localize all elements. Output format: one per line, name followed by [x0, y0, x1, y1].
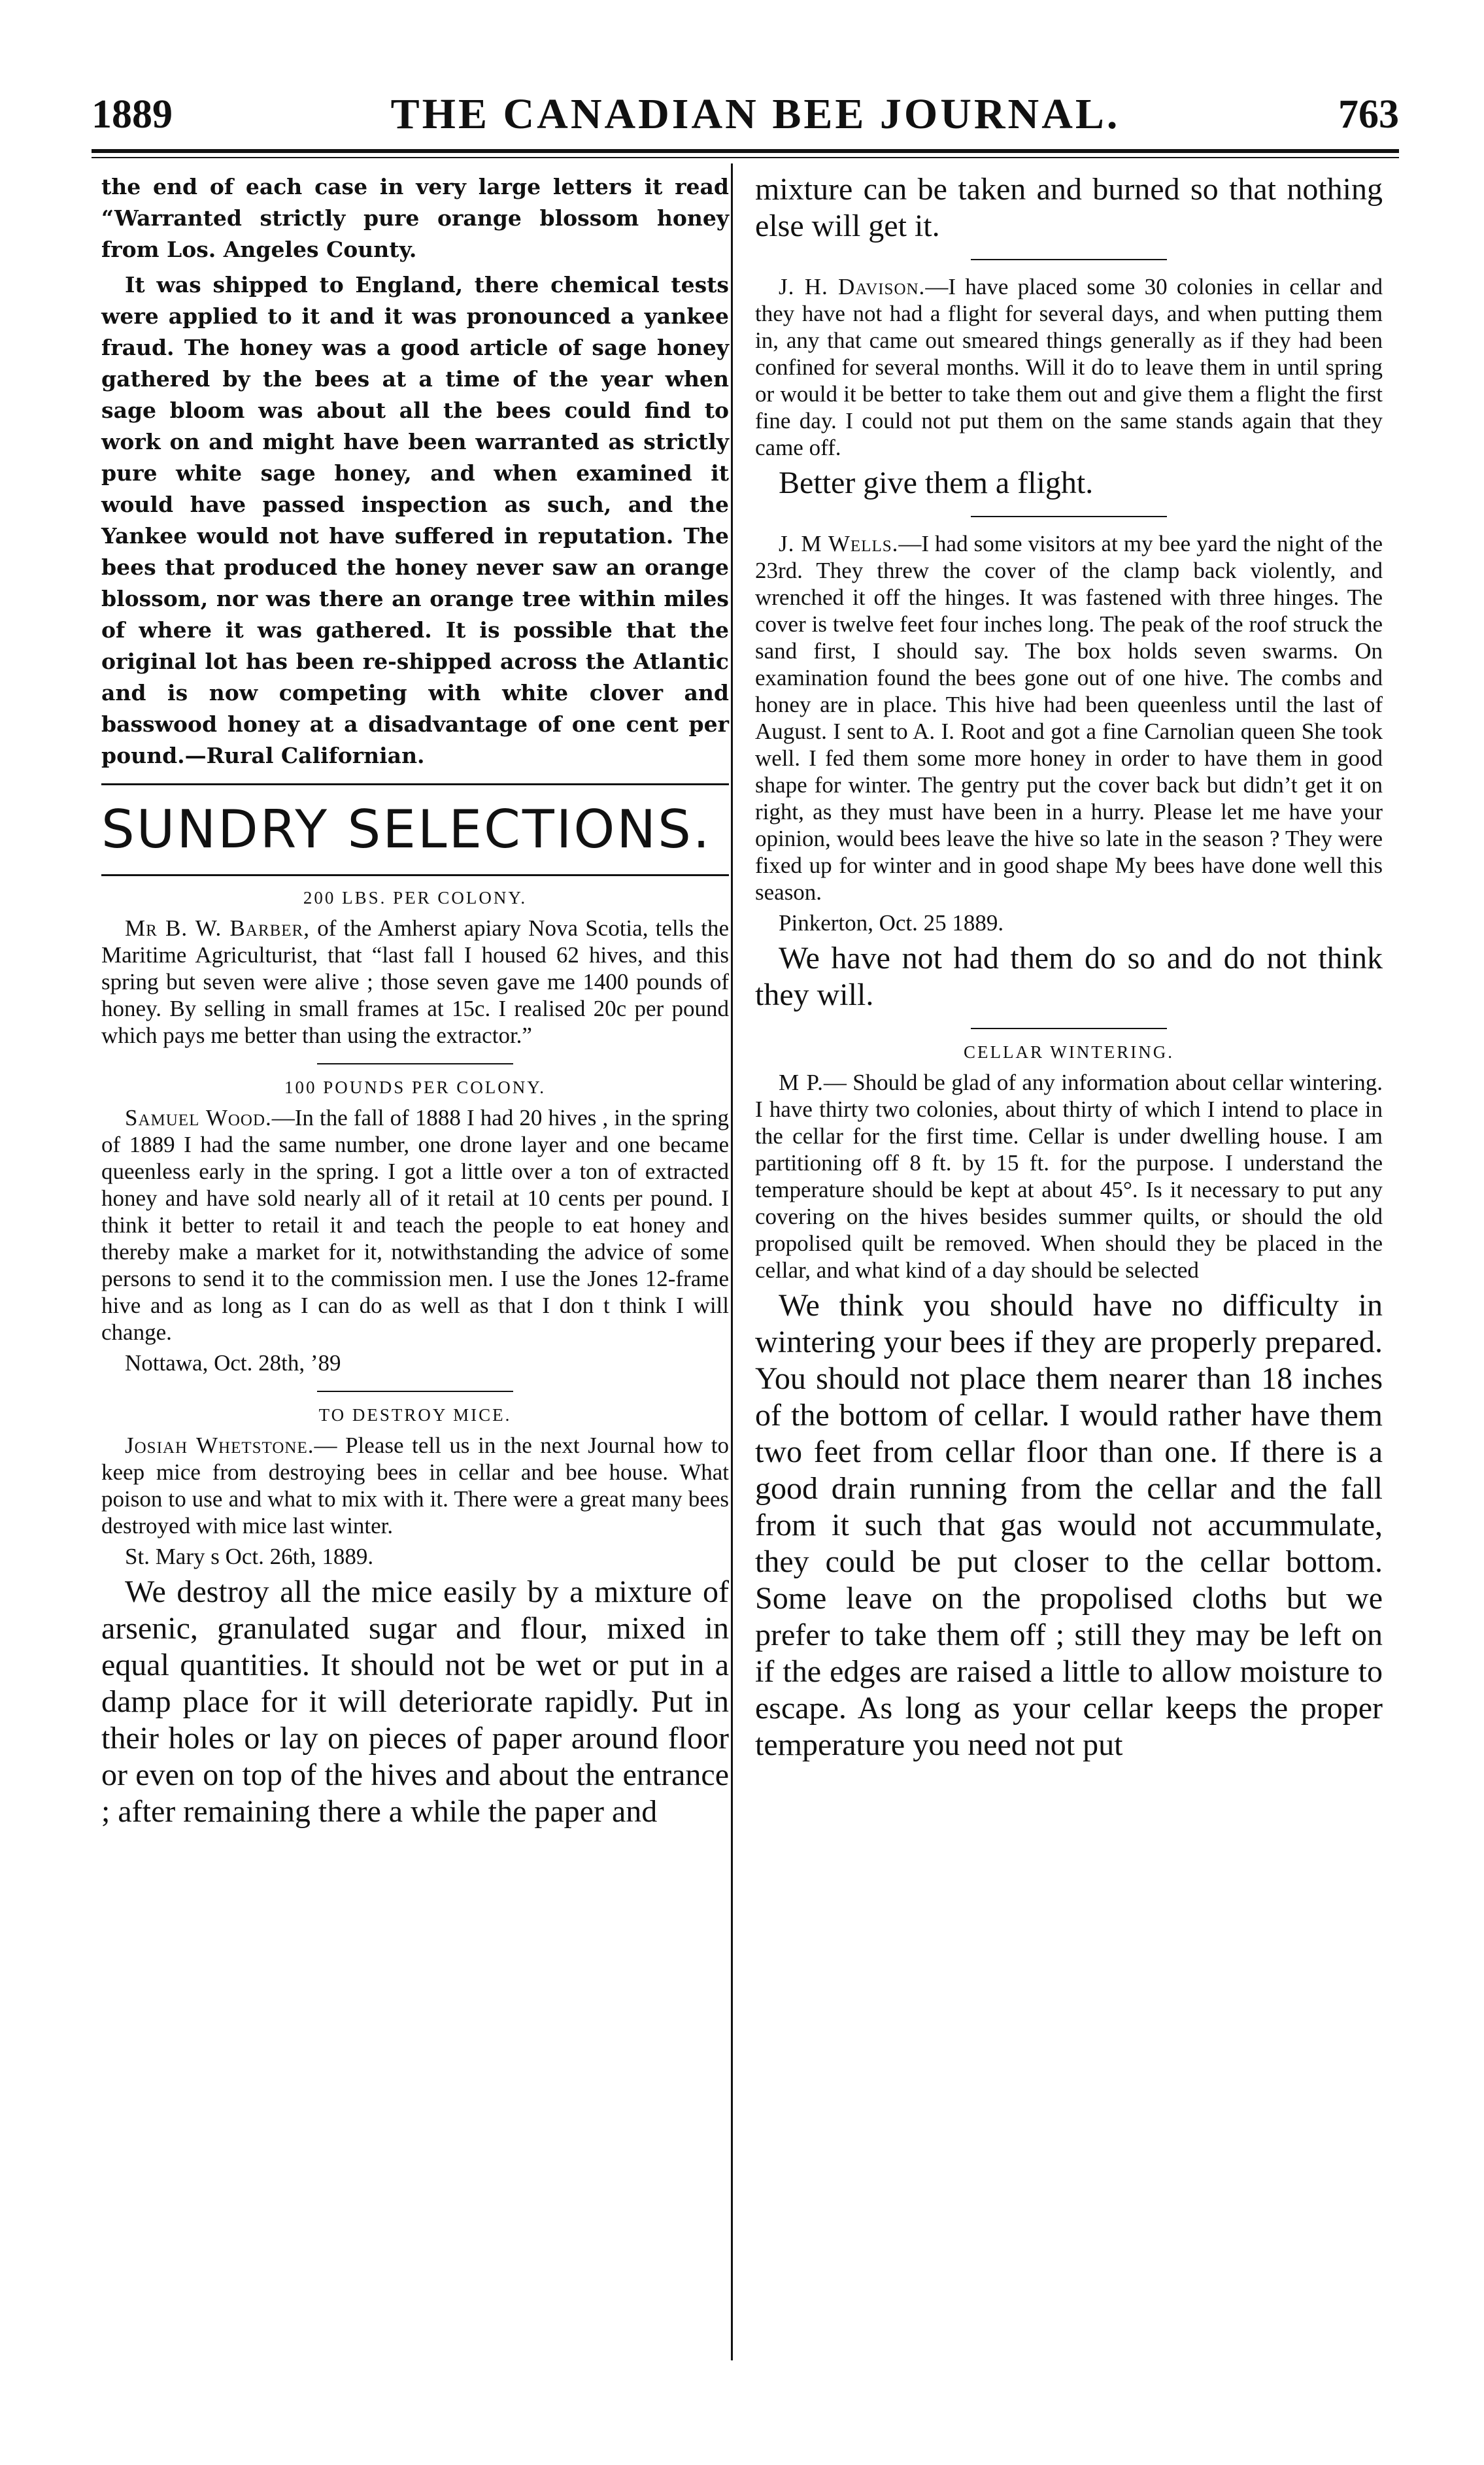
- selection-heading: CELLAR WINTERING.: [964, 1042, 1174, 1062]
- selection-heading: 200 LBS. PER COLONY.: [303, 888, 528, 908]
- author-name: Mr B. W. Barber,: [125, 915, 310, 941]
- letter-davison: [755, 273, 1383, 461]
- right-column: [755, 171, 1383, 1769]
- selection-heading: TO DESTROY MICE.: [318, 1405, 512, 1425]
- column-divider: [731, 163, 733, 2360]
- letter-text: — Should be glad of any information about cellar wintering. I have thirty two colonies, about thirty of which I intend to place in the cellar for the first time. Cellar is under dwelling house. I am partitioning off 8 ft. by 15 ft. for the purpose. I understand the temperature should be kept at about 45°. Is it necessary to put any covering on the hives besides summer quilts, or should the old propolised quilt be removed. When should they be placed in the cellar, and what kind of a day should be selected: [755, 1070, 1383, 1283]
- editor-reply: We destroy all the mice easily by a mixture of arsenic, granulated sugar and flour, mixed in equal quantities. It should not be wet or put in a damp place for it will deteriorate rapidly. Put in their holes or lay on pieces of paper around floor or even on top of the hives and about the entrance ; after remaining there a while the paper and: [101, 1574, 729, 1829]
- letter-text: —I have placed some 30 colonies in cellar and they have not had a flight for several days, and when putting them in, any that came out smeared things generally as if they had been confined for several months. Will it do to leave them in until spring or would it be better to take them out and give them a flight the first fine day. I could not put them on the same stands again that they came off.: [755, 274, 1383, 460]
- page-number: 763: [1338, 92, 1399, 137]
- author-name: Josiah Whetstone.: [125, 1433, 314, 1458]
- header-year: 1889: [92, 92, 173, 137]
- selection-whetstone: [101, 1432, 729, 1539]
- editor-reply: Better give them a flight.: [779, 466, 1094, 500]
- author-name: J. M Wells.: [779, 531, 899, 556]
- header-rule-thin: [92, 157, 1399, 158]
- intro-paragraph-2: It was shipped to England, there chemical tests were applied to it and it was pronounced a yankee fraud. The honey was a good article of sage honey gathered by the bees at a time of the year when sage bloom was about all the bees could find to work on and might have been warranted as strictly pure white sage honey, and when examined it would have passed inspection as such, and the Yankee would not have suffered in reputation. The bees that produced the honey never saw an orange blossom, nor was there an orange tree within miles of where it was gathered. It is possible that the original lot has been re-shipped across the Atlantic and is now competing with white clover and basswood honey at a disadvantage of one cent per pound.—Rural Californian.: [101, 272, 729, 768]
- signature-line: Pinkerton, Oct. 25 1889.: [779, 910, 1004, 936]
- editor-reply-continued: mixture can be taken and burned so that nothing else will get it.: [755, 172, 1383, 243]
- letter-wells: [755, 530, 1383, 906]
- divider-rule: [317, 1063, 513, 1064]
- author-name: M P.: [779, 1070, 824, 1095]
- selection-text: of the Amherst apiary Nova Scotia, tells the Maritime Agriculturist, that “last fall I housed 62 hives, and this spring but seven were alive ; those seven gave me 1400 pounds of honey. By selling in small frames at 15c. I realised 20c per pound which pays me better than using the extractor.”: [101, 915, 730, 1048]
- page-header: [92, 85, 1399, 144]
- selection-barber: [101, 915, 729, 1049]
- divider-rule: [971, 259, 1167, 260]
- author-name: J. H. Davison.: [779, 274, 926, 299]
- signature-line: St. Mary s Oct. 26th, 1889.: [125, 1544, 374, 1569]
- author-name: Samuel Wood.: [125, 1105, 272, 1130]
- editor-reply: We have not had them do so and do not think they will.: [755, 941, 1383, 1012]
- selection-wood: [101, 1104, 729, 1346]
- header-rule: [92, 149, 1399, 153]
- selection-text: —In the fall of 1888 I had 20 hives , in the spring of 1889 I had the same number, one drone layer and one became queenless early in the spring. I got a little over a ton of extracted honey and have sold nearly all of it retail at 10 cents per pound. I think it better to retail it and teach the people to eat honey and thereby make a market for it, notwithstanding the advice of some persons to send it to the commission men. I use the Jones 12-frame hive and as long as I can do as well as that I don t think I will change.: [101, 1105, 729, 1345]
- selection-text: — Please tell us in the next Journal how to keep mice from destroying bees in cellar and bee house. What poison to use and what to mix with it. There were a great many bees destroyed with mice last winter.: [101, 1433, 729, 1538]
- letter-text: —I had some visitors at my bee yard the night of the 23rd. They threw the cover of the clamp back violently, and wrenched it off the hinges. It was fastened with three hinges. The cover is twelve feet four inches long. The peak of the roof struck the sand first, I should say. The box holds seven swarms. On examination found the bees gone out of one hive. The combs and honey are in place. This hive had been queenless until the last of August. I sent to A. I. Root and got a fine Carnolian queen She took well. I fed them some more honey in order to have them in good shape for winter. The gentry put the cover back but didn’t get it on right, as they must have been in a hurry. Please let me have your opinion, would bees leave the hive so late in the season ? They were fixed up for winter and in good shape My bees have done well this season.: [755, 531, 1383, 905]
- intro-paragraph-1: the end of each case in very large letters it read “Warranted strictly pure orange blossom honey from Los. Angeles County.: [101, 174, 729, 262]
- section-rule-top: [101, 783, 729, 785]
- section-rule-bottom: [101, 874, 729, 876]
- divider-rule: [317, 1391, 513, 1392]
- divider-rule: [971, 1028, 1167, 1029]
- divider-rule: [971, 516, 1167, 517]
- signature-line: Nottawa, Oct. 28th, ’89: [125, 1350, 341, 1376]
- left-column: [101, 171, 729, 1835]
- journal-title: THE CANADIAN BEE JOURNAL.: [390, 90, 1121, 138]
- editor-reply: We think you should have no difficulty in wintering your bees if they are properly prepared. You should not place them nearer than 18 inches of the bottom of cellar. I would rather have them two feet from cellar floor than one. If there is a good drain running from the cellar and the fall from it such that gas would not accummulate, they could be put closer to the cellar bottom. Some leave on the propolised cloths but we prefer to take them off ; still they may be left on if the edges are raised a little to allow moisture to escape. As long as your cellar keeps the proper temperature you need not put: [755, 1288, 1383, 1762]
- letter-mp: [755, 1069, 1383, 1284]
- section-heading: SUNDRY SELECTIONS.: [101, 799, 712, 860]
- selection-heading: 100 POUNDS PER COLONY.: [284, 1078, 547, 1097]
